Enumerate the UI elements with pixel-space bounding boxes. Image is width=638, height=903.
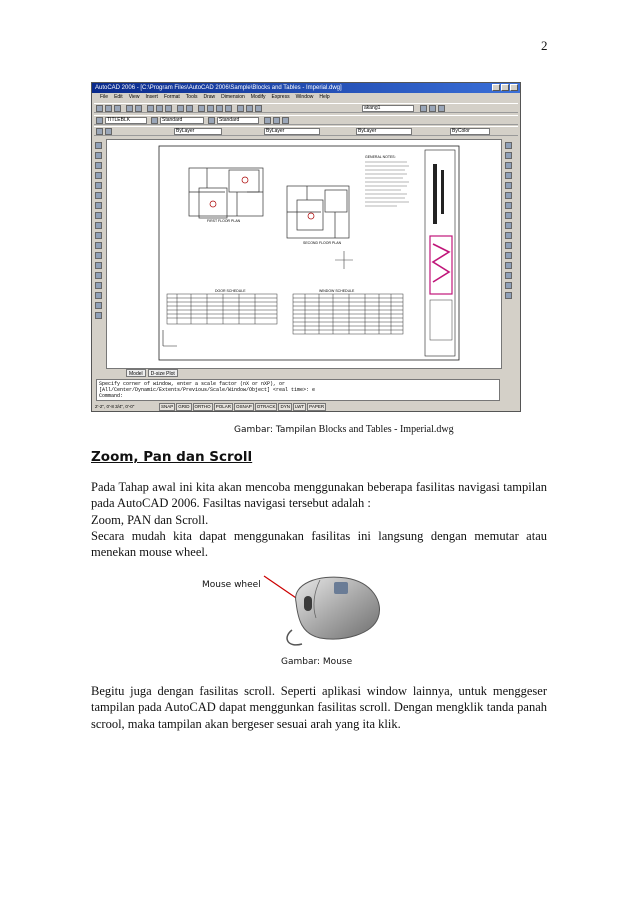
close-icon[interactable] (510, 84, 518, 91)
second-floor-label: SECOND FLOOR PLAN (303, 241, 342, 245)
array-icon[interactable] (505, 182, 512, 189)
copy-object-icon[interactable] (505, 152, 512, 159)
new-icon[interactable] (96, 105, 103, 112)
zoom-realtime-icon[interactable] (207, 105, 214, 112)
status-paper[interactable]: PAPER (309, 403, 325, 409)
plot-icon[interactable] (126, 105, 133, 112)
table-icon[interactable] (95, 302, 102, 309)
point-icon[interactable] (95, 272, 102, 279)
rectangle-icon[interactable] (95, 182, 102, 189)
second-floor-plan (287, 186, 349, 238)
door-schedule-label: DOOR SCHEDULE (215, 289, 246, 293)
menu-window[interactable]: Window (295, 94, 314, 100)
command-line-2: [All/Center/Dynamic/Extents/Previous/Scale/Window/Object] <real time>: e (99, 387, 316, 393)
tool-palettes-icon[interactable] (255, 105, 262, 112)
status-dyn[interactable]: DYN (280, 403, 290, 409)
paste-icon[interactable] (165, 105, 172, 112)
text-icon[interactable] (420, 105, 427, 112)
tab-model[interactable]: Model (126, 369, 146, 377)
status-polar[interactable]: POLAR (215, 403, 231, 409)
status-osnap[interactable]: OSNAP (235, 403, 252, 409)
construction-line-icon[interactable] (95, 152, 102, 159)
layer-lock-icon[interactable] (105, 128, 112, 135)
crosshair (335, 251, 353, 269)
properties-icon[interactable] (237, 105, 244, 112)
status-grid[interactable]: GRID (178, 403, 190, 409)
table-style-icon (208, 117, 215, 124)
section-heading: Zoom, Pan dan Scroll (91, 449, 253, 465)
move-icon[interactable] (505, 192, 512, 199)
line-icon[interactable] (95, 142, 102, 149)
scale-icon[interactable] (505, 212, 512, 219)
break-icon[interactable] (505, 252, 512, 259)
explode-icon[interactable] (505, 292, 512, 299)
paragraph-line: Pada Tahap awal ini kita akan mencoba menggunakan beberapa fasilitas navigasi tampilan pada AutoCAD 2006. Fasiltas navigasi tersebut adalah : (91, 480, 547, 511)
ucs-icon (163, 330, 177, 346)
maximize-icon[interactable] (501, 84, 509, 91)
properties-toolbar (94, 126, 518, 136)
command-window[interactable] (96, 379, 500, 401)
color-select[interactable]: ByLayer (174, 128, 222, 135)
status-lwt[interactable]: LWT (295, 403, 305, 409)
undo-icon[interactable] (177, 105, 184, 112)
paragraph-scroll (91, 683, 547, 732)
styles-toolbar (94, 115, 518, 125)
dim-style-icon (151, 117, 158, 124)
stretch-icon[interactable] (505, 222, 512, 229)
first-floor-label: FIRST FLOOR PLAN (207, 219, 241, 223)
mtext-icon[interactable] (95, 312, 102, 319)
menu-edit[interactable]: Edit (114, 94, 123, 100)
status-bar (92, 402, 520, 411)
plot-style-select[interactable]: ByColor (450, 128, 490, 135)
minimize-icon[interactable] (492, 84, 500, 91)
pan-icon[interactable] (198, 105, 205, 112)
erase-icon[interactable] (505, 142, 512, 149)
trim-icon[interactable] (505, 232, 512, 239)
chamfer-icon[interactable] (505, 272, 512, 279)
find-icon[interactable] (429, 105, 436, 112)
save-icon[interactable] (114, 105, 121, 112)
autocad-screenshot (91, 82, 521, 412)
zoom-previous-icon[interactable] (225, 105, 232, 112)
mouse-cable (287, 630, 302, 645)
menu-bar (92, 93, 520, 102)
tab-d-size-plot[interactable]: D-size Plot (148, 369, 178, 377)
lineweight-select[interactable]: ByLayer (356, 128, 412, 135)
modify-toolbar (504, 139, 518, 379)
status-ortho[interactable]: ORTHO (194, 403, 211, 409)
window-title: AutoCAD 2006 - [C:\Program Files\AutoCAD 2006\Sample\Blocks and Tables - Imperial.dwg] (95, 85, 342, 91)
command-line-1: Specify corner of window, enter a scale factor (nX or nXP), or (99, 381, 286, 387)
table-style-select[interactable]: Standard (217, 117, 259, 124)
redo-icon[interactable] (186, 105, 193, 112)
spell-icon[interactable] (438, 105, 445, 112)
paragraph-line: Secara mudah kita dapat menggunakan fasilitas ini langsung dengan memutar atau menekan mouse wheel. (91, 528, 547, 560)
layer-icon[interactable] (96, 128, 103, 135)
standard-toolbar (94, 103, 518, 113)
autocad-title-bar (92, 83, 520, 93)
cut-icon[interactable] (147, 105, 154, 112)
menu-help[interactable]: Help (319, 94, 330, 100)
menu-insert[interactable]: Insert (145, 94, 158, 100)
mouse-wheel-label: Mouse wheel (202, 580, 261, 590)
circle-icon[interactable] (95, 202, 102, 209)
menu-tools[interactable]: Tools (185, 94, 198, 100)
paragraph-line: Zoom, PAN dan Scroll. (91, 512, 209, 527)
menu-format[interactable]: Format (163, 94, 180, 100)
window-schedule-table (293, 294, 403, 334)
general-notes-label: GENERAL NOTES: (365, 155, 396, 159)
layout-tabs (106, 369, 502, 377)
layer-previous-icon[interactable] (282, 117, 289, 124)
fillet-icon[interactable] (505, 282, 512, 289)
page-number: 2 (541, 38, 548, 53)
make-block-icon[interactable] (95, 262, 102, 269)
coordinate-readout: 2'-2", 0'-8 3/4", 0'-0" (95, 403, 135, 409)
offset-icon[interactable] (505, 172, 512, 179)
dim-style-select[interactable]: Standard (160, 117, 204, 124)
figure-caption-mouse: Gambar: Mouse (281, 657, 353, 667)
title-block (425, 150, 455, 356)
copy-icon[interactable] (156, 105, 163, 112)
mouse-wheel-icon (304, 596, 312, 611)
extend-icon[interactable] (505, 242, 512, 249)
menu-modify[interactable]: Modify (250, 94, 266, 100)
polyline-icon[interactable] (95, 162, 102, 169)
door-schedule-table (167, 294, 277, 324)
first-floor-plan (189, 168, 263, 218)
menu-view[interactable]: View (128, 94, 140, 100)
insert-block-icon[interactable] (95, 252, 102, 259)
layer-manager-icon[interactable] (264, 117, 271, 124)
layer-state-icon[interactable] (273, 117, 280, 124)
window-schedule-label: WINDOW SCHEDULE (319, 289, 355, 293)
menu-express[interactable]: Express (271, 94, 290, 100)
paragraph-line: Begitu juga dengan fasilitas scroll. Seperti aplikasi window lainnya, untuk menggeser tampilan pada AutoCAD dapat menggunkan fasilitas scroll. Dengan mengklik tanda panah scrool, maka tampilan akan bergeser sesuai arah yang ita klik. (91, 684, 547, 731)
figure-caption-autocad (234, 424, 454, 435)
preview-icon[interactable] (135, 105, 142, 112)
ellipse-icon[interactable] (95, 232, 102, 239)
zoom-window-icon[interactable] (216, 105, 223, 112)
design-center-icon[interactable] (246, 105, 253, 112)
floor-plan-drawing (107, 140, 501, 368)
menu-file[interactable]: File (100, 94, 109, 100)
hatch-icon[interactable] (95, 282, 102, 289)
ellipse-arc-icon[interactable] (95, 242, 102, 249)
text-style-select[interactable]: TITLEBLK (105, 117, 147, 124)
mouse-image (262, 572, 386, 654)
general-notes-lines (365, 162, 409, 206)
arc-icon[interactable] (95, 192, 102, 199)
menu-dimension[interactable]: Dimension (221, 94, 245, 100)
drawing-area[interactable] (106, 139, 502, 369)
menu-draw[interactable]: Draw (203, 94, 216, 100)
spline-icon[interactable] (95, 222, 102, 229)
layer-select[interactable]: akang1 (362, 105, 414, 112)
rotate-icon[interactable] (505, 202, 512, 209)
mirror-icon[interactable] (505, 162, 512, 169)
linetype-select[interactable]: ByLayer (264, 128, 320, 135)
sheet-border (159, 146, 459, 360)
draw-toolbar (94, 139, 104, 379)
caption-prefix: Gambar: Tampilan (234, 425, 317, 435)
join-icon[interactable] (505, 262, 512, 269)
open-icon[interactable] (105, 105, 112, 112)
caption-filename: Blocks and Tables - Imperial.dwg (318, 424, 454, 435)
status-snap[interactable]: SNAP (161, 403, 174, 409)
command-prompt[interactable]: Command: (99, 393, 124, 399)
polygon-icon[interactable] (95, 172, 102, 179)
status-otrack[interactable]: OTRACK (256, 403, 276, 409)
paragraph-intro (91, 479, 547, 560)
revision-cloud-icon[interactable] (95, 212, 102, 219)
mouse-logo-icon (334, 582, 348, 594)
region-icon[interactable] (95, 292, 102, 299)
text-style-icon (96, 117, 103, 124)
